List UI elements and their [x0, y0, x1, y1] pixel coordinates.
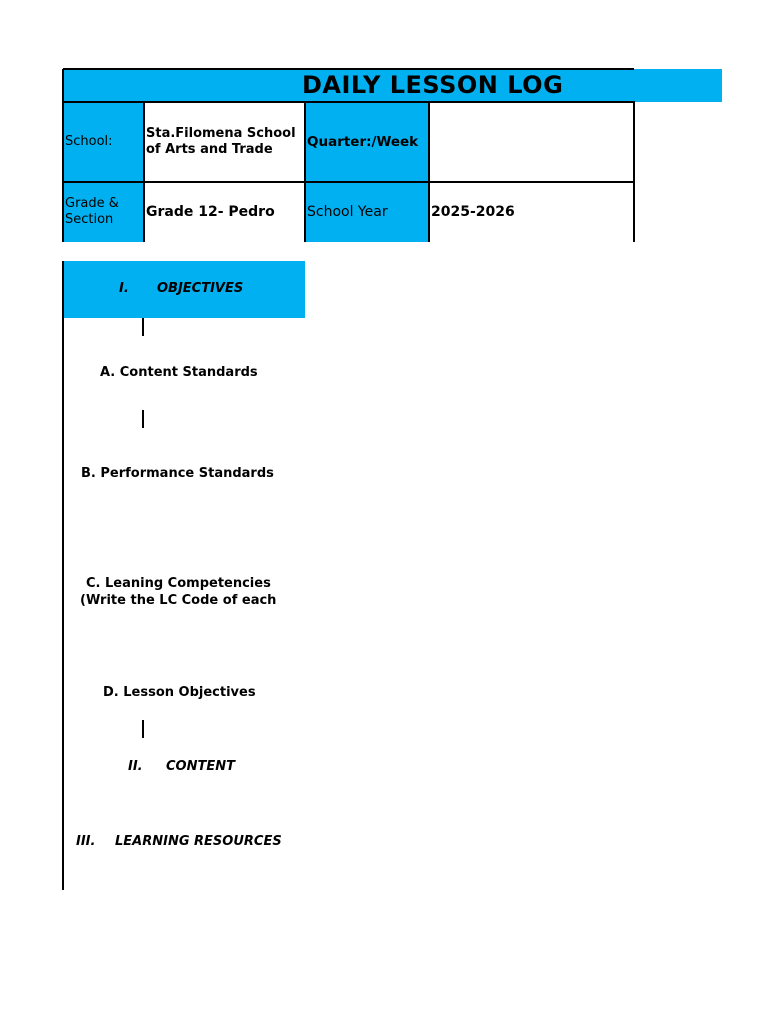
content-number: II.	[128, 759, 143, 774]
content-heading: CONTENT	[166, 759, 235, 774]
grid-line	[63, 181, 635, 183]
grid-line	[143, 101, 145, 242]
resources-heading: LEARNING RESOURCES	[115, 834, 282, 849]
grade-label: Grade & Section	[65, 196, 119, 227]
page-title: DAILY LESSON LOG	[302, 71, 564, 99]
title-top-border	[63, 68, 634, 70]
cell-cursor-mark	[142, 720, 144, 738]
school-value-cell[interactable]	[144, 102, 305, 182]
section-left-border	[62, 261, 64, 890]
cell-cursor-mark	[142, 410, 144, 428]
resources-number: III.	[76, 834, 96, 849]
grid-line	[428, 101, 430, 242]
grid-line	[304, 101, 306, 242]
grid-line	[62, 69, 64, 242]
school-label-cell	[63, 102, 144, 182]
objectives-number: I.	[119, 281, 129, 296]
objectives-heading: OBJECTIVES	[157, 281, 244, 296]
quarter-label: Quarter:/Week	[307, 133, 419, 150]
grid-line	[63, 101, 635, 103]
year-value: 2025-2026	[431, 203, 515, 220]
grade-value: Grade 12- Pedro	[146, 203, 275, 220]
lesson-objectives-label: D. Lesson Objectives	[103, 685, 256, 700]
year-label: School Year	[307, 203, 388, 220]
grade-label-cell	[63, 182, 144, 242]
learning-competencies-label: C. Leaning Competencies	[86, 576, 271, 591]
school-value: Sta.Filomena School of Arts and Trade	[146, 126, 296, 157]
year-value-cell[interactable]	[429, 182, 634, 242]
quarter-value-cell[interactable]	[429, 102, 634, 182]
content-standards-label: A. Content Standards	[100, 365, 258, 380]
performance-standards-label: B. Performance Standards	[81, 466, 274, 481]
cell-cursor-mark	[142, 318, 144, 336]
learning-competencies-note: (Write the LC Code of each	[80, 593, 277, 608]
school-label: School:	[65, 134, 113, 150]
grid-line	[633, 101, 635, 242]
year-label-cell	[305, 182, 429, 242]
quarter-label-cell	[305, 102, 429, 182]
grade-value-cell[interactable]	[144, 182, 305, 242]
